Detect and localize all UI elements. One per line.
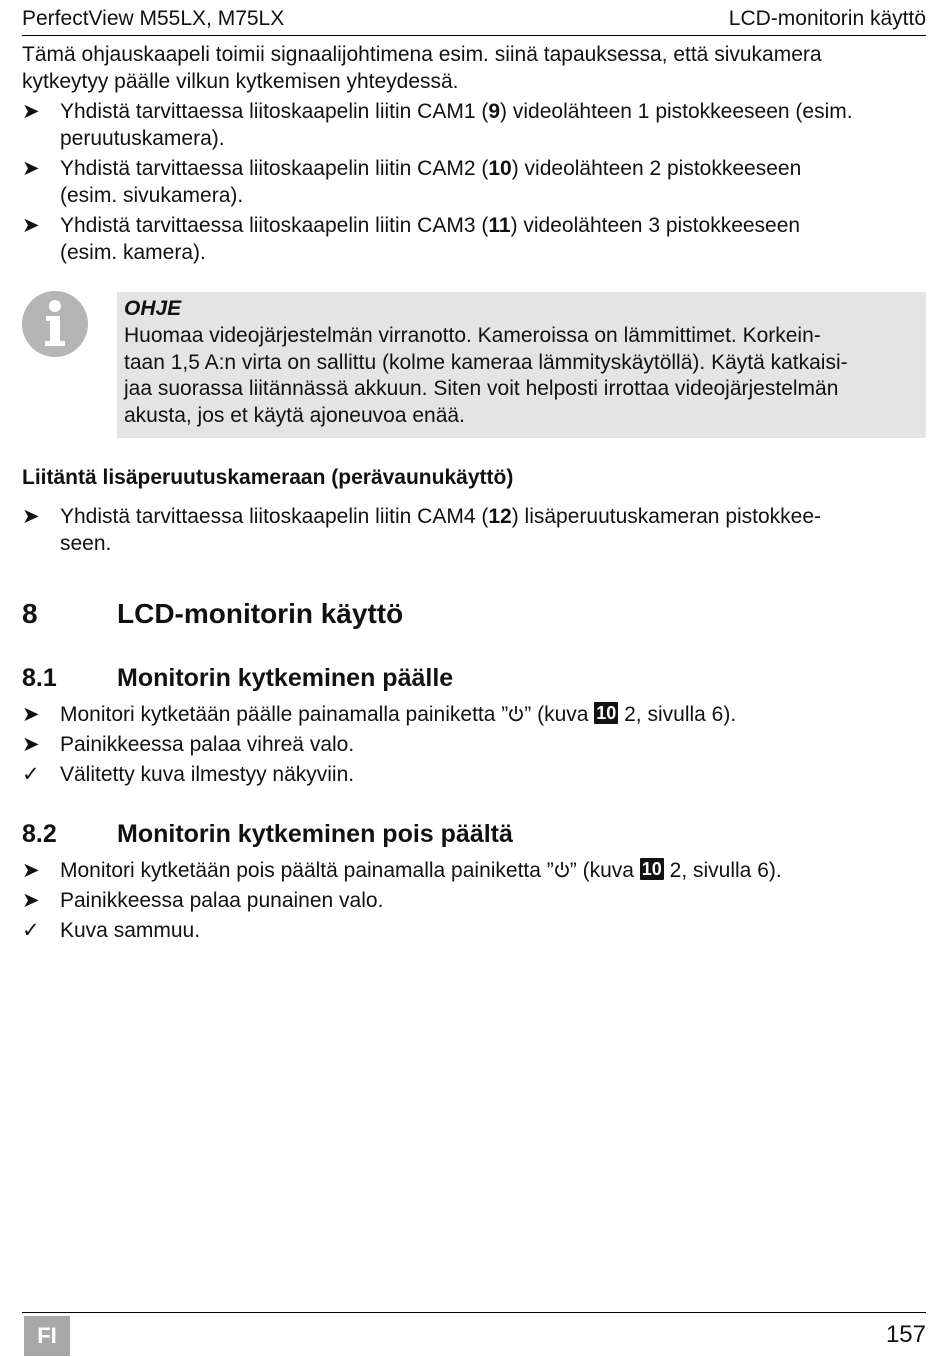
step-text-line2: (esim. sivukamera). [60, 184, 244, 207]
note-box [117, 292, 926, 438]
step-red-light [22, 887, 922, 914]
language-tab: FI [24, 1316, 70, 1356]
step-text-line2: seen. [60, 532, 112, 555]
step-text-line2: (esim. kamera). [60, 241, 206, 264]
info-icon [22, 291, 88, 357]
step-text: ) lisäperuutuskameran pistokkee- [511, 505, 822, 528]
page-header [22, 5, 926, 36]
subsection-number: 8.1 [22, 664, 57, 692]
step-text-line2: peruutuskamera). [60, 127, 225, 150]
header-product: PerfectView M55LX, M75LX [22, 7, 285, 30]
result-image-shown [22, 761, 922, 788]
step-text: Monitori kytketään pois päältä painamalla painiketta ” [60, 859, 554, 882]
connector-number: 12 [488, 505, 512, 528]
step-green-light [22, 731, 922, 758]
arrow-bullet-icon: ➤ [22, 703, 40, 726]
step-cam1 [22, 98, 922, 152]
power-icon [554, 861, 570, 879]
page-number: 157 [885, 1321, 926, 1348]
subsection-title: Monitorin kytkeminen pois päältä [117, 820, 513, 848]
arrow-bullet-icon: ➤ [22, 505, 40, 528]
footer-divider [22, 1312, 926, 1313]
step-power-off [22, 857, 922, 884]
step-text: ” (kuva [524, 703, 595, 726]
note-line: akusta, jos et käytä ajoneuvoa enää. [124, 403, 465, 427]
result-text: Välitetty kuva ilmestyy näkyviin. [60, 763, 355, 786]
result-text: Kuva sammuu. [60, 919, 201, 942]
subheading-trailer-camera: Liitäntä lisäperuutuskameraan (perävaunukäyttö) [22, 466, 514, 489]
connector-number: 9 [488, 100, 501, 123]
arrow-bullet-icon: ➤ [22, 157, 40, 180]
note-line: jaa suorassa liitännässä akkuun. Siten voit helposti irrottaa videojärjestelmän [124, 377, 839, 400]
result-image-off [22, 917, 922, 944]
step-cam4 [22, 503, 922, 557]
header-chapter: LCD-monitorin käyttö [728, 7, 926, 30]
intro-paragraph [22, 41, 922, 95]
section-title: LCD-monitorin käyttö [117, 598, 404, 629]
step-power-on [22, 701, 922, 728]
step-cam3 [22, 212, 922, 266]
power-icon [508, 705, 524, 723]
checkmark-icon: ✓ [22, 763, 40, 786]
figure-number-badge: 10 [596, 703, 617, 723]
subsection-title: Monitorin kytkeminen päälle [117, 664, 454, 692]
step-text: Monitori kytketään päälle painamalla painiketta ” [60, 703, 509, 726]
step-text: ) videolähteen 1 pistokkeeseen (esim. [500, 100, 853, 123]
checkmark-icon: ✓ [22, 919, 40, 942]
connector-number: 11 [488, 214, 511, 237]
step-text: Yhdistä tarvittaessa liitoskaapelin liitin CAM4 ( [60, 505, 489, 528]
subsection-number: 8.2 [22, 820, 57, 848]
step-cam2 [22, 155, 922, 209]
note-title: OHJE [124, 297, 182, 320]
note-body [124, 323, 924, 429]
intro-line-2: kytkeytyy päälle vilkun kytkemisen yhteydessä. [22, 70, 459, 93]
step-text: Yhdistä tarvittaessa liitoskaapelin liitin CAM3 ( [60, 214, 489, 237]
step-text: Yhdistä tarvittaessa liitoskaapelin liitin CAM2 ( [60, 157, 489, 180]
arrow-bullet-icon: ➤ [22, 859, 40, 882]
step-text: 2, sivulla 6). [663, 859, 782, 882]
connector-number: 10 [488, 157, 512, 180]
step-text: Painikkeessa palaa vihreä valo. [60, 733, 355, 756]
step-text: 2, sivulla 6). [618, 703, 737, 726]
note-line: Huomaa videojärjestelmän virranotto. Kameroissa on lämmittimet. Korkein- [124, 324, 821, 347]
step-text: ) videolähteen 2 pistokkeeseen [511, 157, 802, 180]
arrow-bullet-icon: ➤ [22, 733, 40, 756]
figure-number-badge: 10 [641, 859, 662, 879]
arrow-bullet-icon: ➤ [22, 214, 40, 237]
step-text: Yhdistä tarvittaessa liitoskaapelin liitin CAM1 ( [60, 100, 489, 123]
arrow-bullet-icon: ➤ [22, 889, 40, 912]
step-text: ) videolähteen 3 pistokkeeseen [510, 214, 801, 237]
intro-line-1: Tämä ohjauskaapeli toimii signaalijohtimena esim. siinä tapauksessa, että sivukamera [22, 43, 822, 66]
step-text: Painikkeessa palaa punainen valo. [60, 889, 384, 912]
arrow-bullet-icon: ➤ [22, 100, 40, 123]
step-text: ” (kuva [569, 859, 640, 882]
note-line: taan 1,5 A:n virta on sallittu (kolme kameraa lämmityskäytöllä). Käytä katkaisi- [124, 350, 848, 374]
section-number: 8 [22, 598, 38, 629]
